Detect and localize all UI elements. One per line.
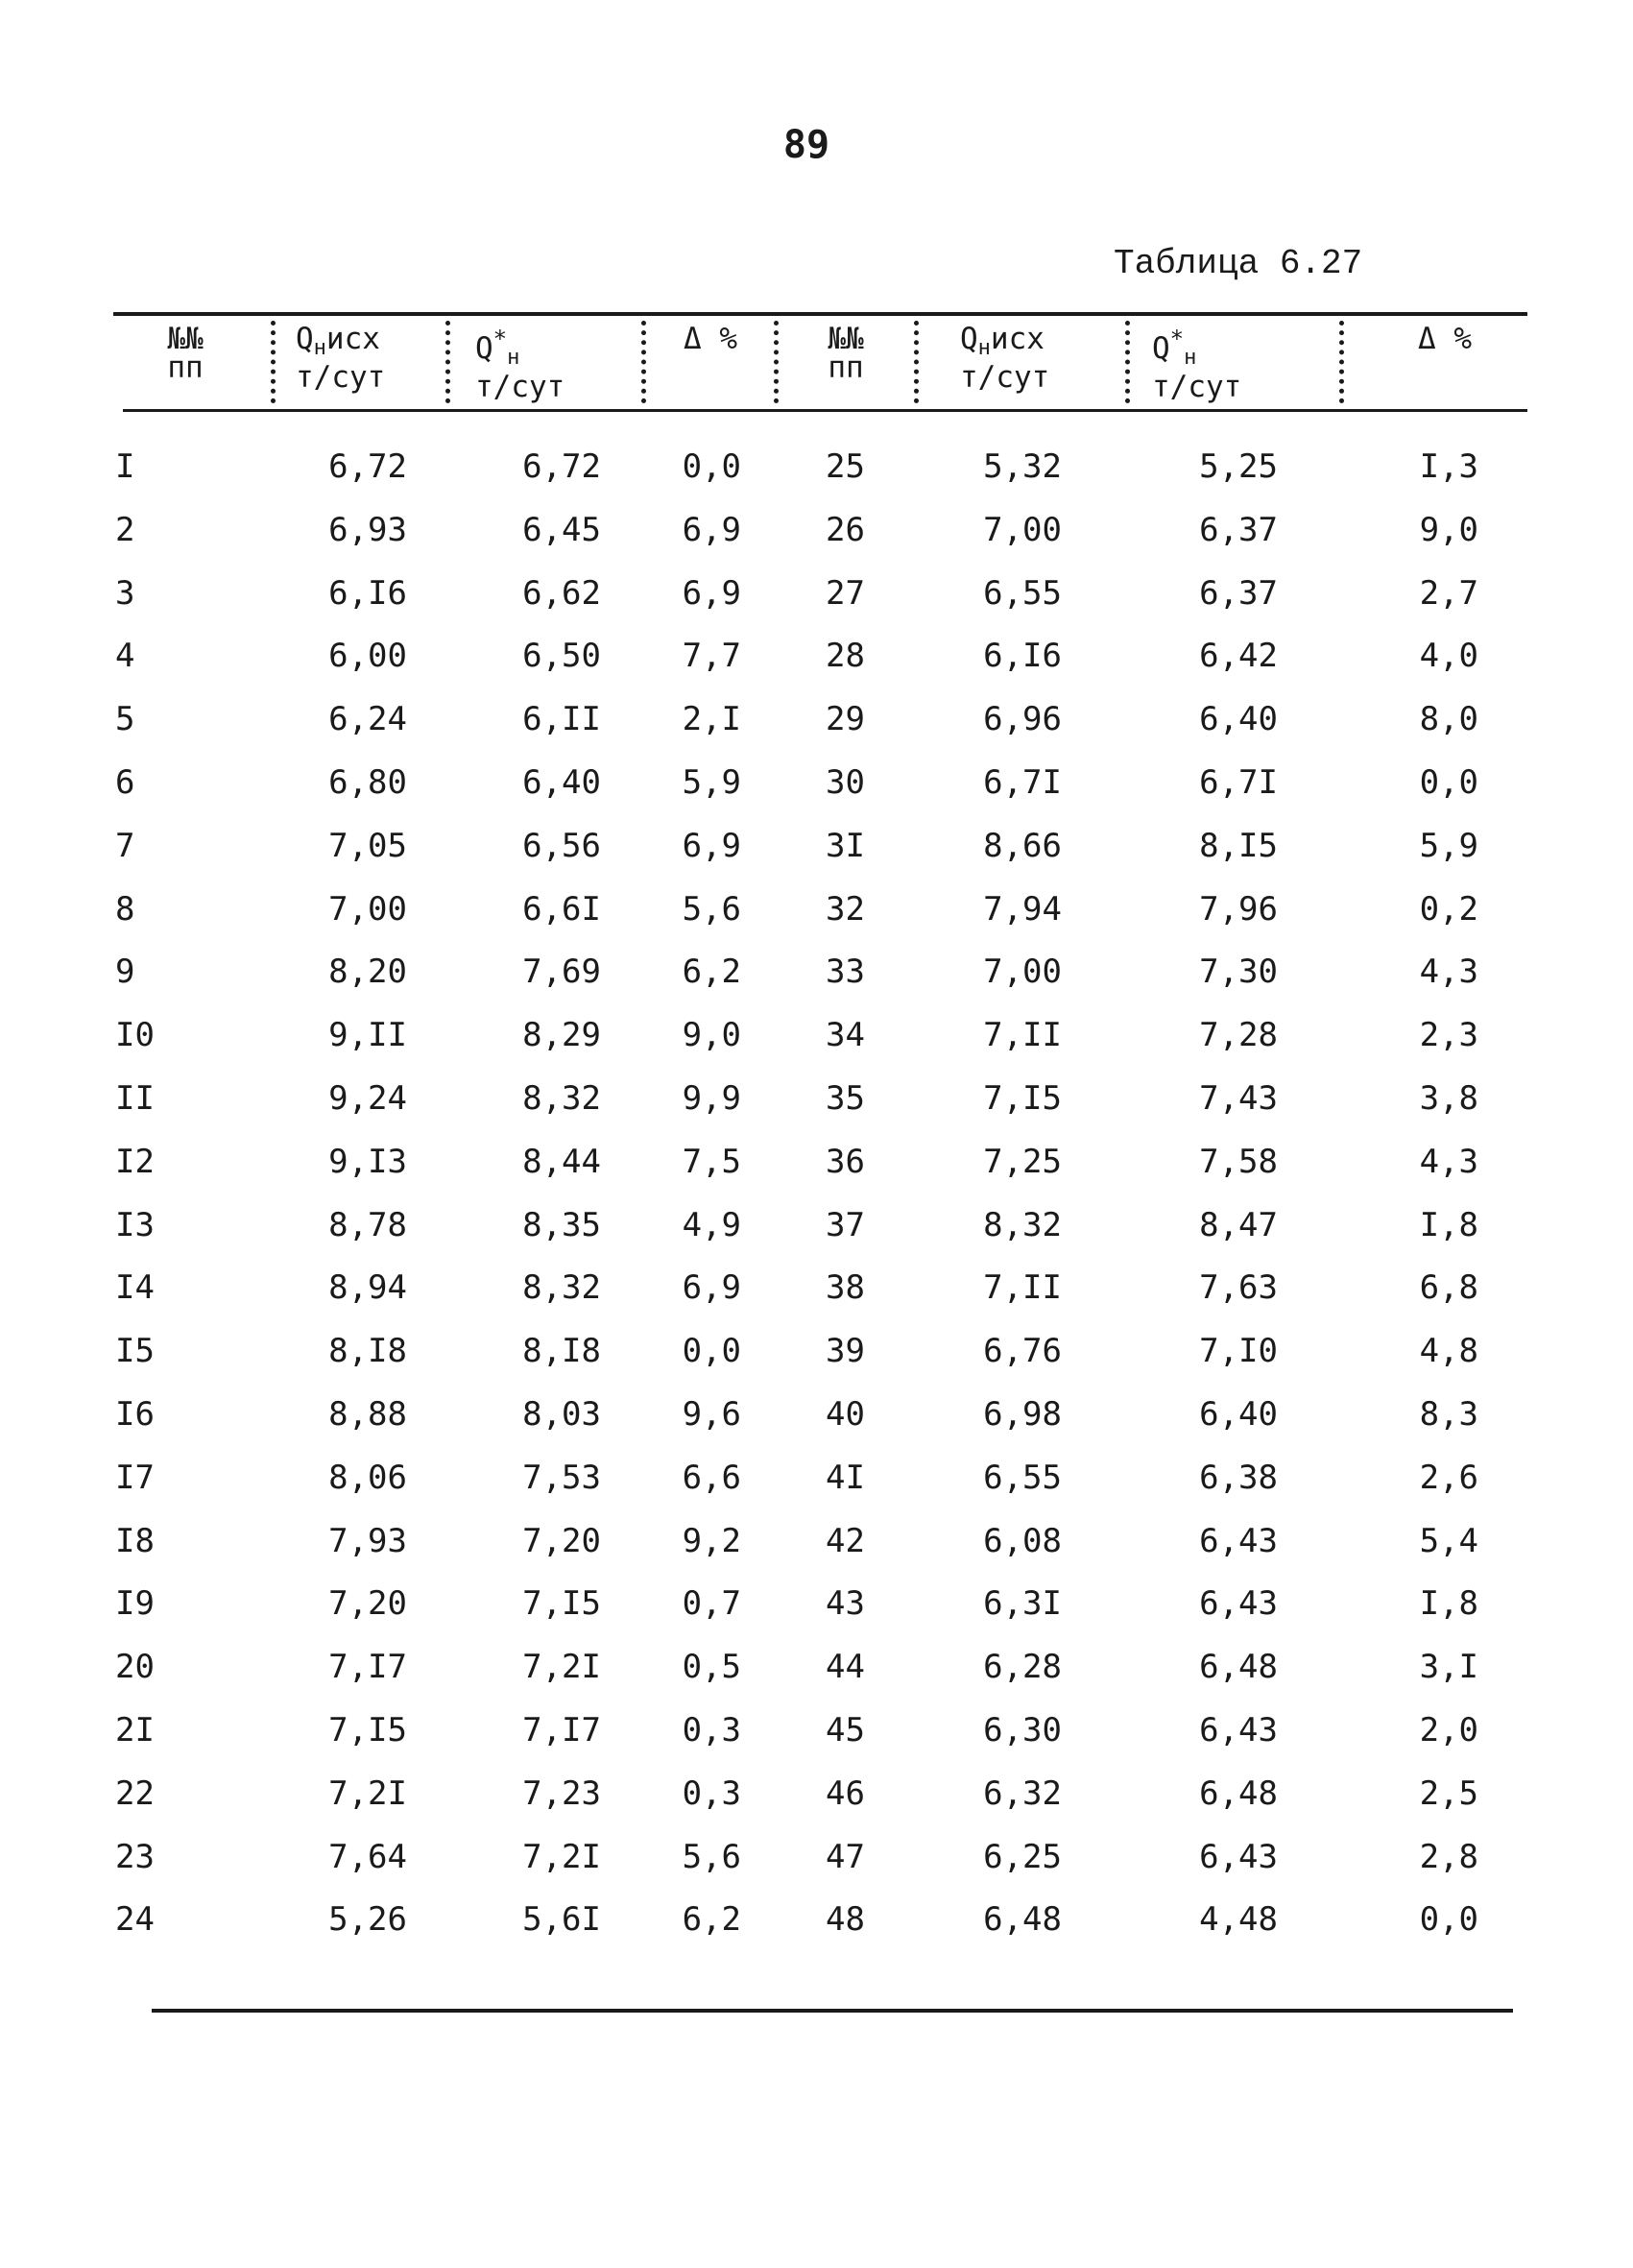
q-source-right: 6,48 [983, 1900, 1062, 1940]
row-number-left: 8 [115, 889, 135, 929]
row-number-right: 38 [826, 1268, 865, 1308]
row-number-left: I4 [115, 1268, 155, 1308]
q-star-left: 7,I5 [522, 1584, 601, 1624]
q-source-right: 7,25 [983, 1142, 1062, 1181]
q-source-right: 6,30 [983, 1711, 1062, 1749]
q-star-right: 6,38 [1199, 1458, 1278, 1497]
delta-right: 4,8 [1419, 1332, 1478, 1371]
delta-right: 3,I [1419, 1648, 1478, 1687]
q-source-right: 6,76 [983, 1332, 1062, 1371]
header-number-label-bottom: пп [828, 350, 864, 385]
delta-left: 6,2 [682, 953, 741, 992]
q-star-left: 6,50 [522, 637, 601, 676]
q-star-left: 8,32 [522, 1079, 601, 1118]
q-source-left: 9,I3 [328, 1142, 407, 1181]
q-star-left: 8,44 [522, 1142, 601, 1181]
table-row [0, 1584, 1633, 1627]
q-source-right: 6,3I [983, 1584, 1062, 1624]
q-source-left: 9,II [328, 1016, 407, 1055]
q-star-right: 6,48 [1199, 1773, 1278, 1813]
table-top-rule [113, 312, 1527, 316]
header-q-star-col-1 [475, 325, 600, 404]
q-star-left: 7,53 [522, 1458, 601, 1497]
header-q-suffix: исх [325, 322, 380, 356]
delta-right: 2,6 [1419, 1458, 1478, 1497]
row-number-left: I2 [115, 1142, 155, 1181]
q-star-right: 6,43 [1199, 1584, 1278, 1624]
q-star-right: 6,37 [1199, 573, 1278, 613]
q-source-right: 6,25 [983, 1837, 1062, 1876]
q-star-left: 7,2I [522, 1837, 601, 1876]
header-q-suffix: исх [990, 322, 1045, 356]
delta-left: 9,6 [682, 1395, 741, 1434]
q-star-right: 8,I5 [1199, 826, 1278, 865]
row-number-left: 7 [115, 826, 135, 865]
table-row [0, 1648, 1633, 1690]
q-star-right: 7,43 [1199, 1079, 1278, 1118]
header-q-unit: т/сут [296, 360, 386, 395]
header-number-label-bottom: пп [167, 350, 204, 385]
q-source-left: 7,64 [328, 1837, 407, 1876]
row-number-right: 25 [826, 447, 865, 486]
row-number-left: I [115, 447, 135, 486]
q-star-left: 6,45 [522, 510, 601, 549]
delta-left: 7,5 [682, 1142, 741, 1181]
table-row [0, 511, 1633, 553]
q-source-right: 7,I5 [983, 1079, 1062, 1118]
delta-right: 5,9 [1419, 826, 1478, 865]
delta-left: 2,I [682, 700, 741, 739]
header-qs-subscript: н [1184, 346, 1197, 370]
header-q-symbol: Q [960, 322, 978, 356]
header-separator [271, 321, 276, 403]
q-source-right: 7,II [983, 1016, 1062, 1055]
q-source-left: 8,88 [328, 1395, 407, 1434]
q-star-left: 7,69 [522, 953, 601, 992]
header-q-subscript: н [977, 336, 991, 360]
q-star-left: 8,I8 [522, 1332, 601, 1371]
q-source-right: 6,I6 [983, 637, 1062, 676]
delta-right: 3,8 [1419, 1079, 1478, 1118]
row-number-right: 4I [826, 1458, 865, 1497]
q-source-right: 6,96 [983, 700, 1062, 739]
q-source-left: 7,I7 [328, 1648, 407, 1687]
delta-left: 5,9 [682, 763, 741, 802]
header-delta-label: Δ % [684, 322, 737, 356]
q-source-left: 6,I6 [328, 573, 407, 613]
header-delta-col-2 [1397, 322, 1493, 356]
q-star-left: 6,62 [522, 573, 601, 613]
q-source-left: 6,00 [328, 637, 407, 676]
header-qs-symbol: Q [1152, 331, 1170, 366]
header-qs-unit: т/сут [1152, 370, 1242, 404]
row-number-left: 3 [115, 573, 135, 613]
q-star-left: 5,6I [522, 1900, 601, 1940]
delta-left: 0,7 [682, 1584, 741, 1624]
table-row [0, 1016, 1633, 1058]
row-number-right: 3I [826, 826, 865, 865]
row-number-right: 40 [826, 1395, 865, 1434]
row-number-left: I6 [115, 1395, 155, 1434]
q-star-right: 6,42 [1199, 637, 1278, 676]
table-row [0, 1774, 1633, 1817]
header-qs-unit: т/сут [475, 370, 565, 404]
table-header-rule [123, 409, 1527, 412]
q-source-right: 6,7I [983, 763, 1062, 802]
delta-left: 0,3 [682, 1773, 741, 1813]
row-number-right: 42 [826, 1521, 865, 1560]
header-q-symbol: Q [296, 322, 314, 356]
table-row [0, 1079, 1633, 1122]
q-source-right: 7,00 [983, 953, 1062, 992]
q-source-right: 8,66 [983, 826, 1062, 865]
q-source-left: 6,24 [328, 700, 407, 739]
delta-left: 0,3 [682, 1711, 741, 1749]
q-star-right: 6,37 [1199, 510, 1278, 549]
header-qs-star: * [1169, 326, 1185, 352]
row-number-left: I8 [115, 1521, 155, 1560]
q-star-left: 7,20 [522, 1521, 601, 1560]
delta-right: 5,4 [1419, 1521, 1478, 1560]
table-row [0, 574, 1633, 616]
q-star-right: 8,47 [1199, 1205, 1278, 1244]
delta-left: 9,0 [682, 1016, 741, 1055]
row-number-right: 35 [826, 1079, 865, 1118]
page-number: 89 [782, 123, 830, 167]
row-number-left: I9 [115, 1584, 155, 1624]
q-star-left: 6,40 [522, 763, 601, 802]
table-row [0, 890, 1633, 932]
row-number-left: 2I [115, 1711, 155, 1749]
q-star-right: 6,43 [1199, 1711, 1278, 1749]
row-number-right: 45 [826, 1711, 865, 1749]
q-source-right: 6,08 [983, 1521, 1062, 1560]
row-number-right: 28 [826, 637, 865, 676]
table-row [0, 1522, 1633, 1564]
row-number-right: 39 [826, 1332, 865, 1371]
q-source-left: 8,06 [328, 1458, 407, 1497]
header-q-source-col-1 [296, 322, 420, 395]
delta-right: 4,3 [1419, 953, 1478, 992]
row-number-right: 43 [826, 1584, 865, 1624]
header-number-label-top: №№ [828, 322, 864, 356]
q-source-left: 8,94 [328, 1268, 407, 1308]
header-qs-star: * [492, 326, 508, 352]
header-number-label-top: №№ [167, 322, 204, 356]
delta-left: 6,9 [682, 510, 741, 549]
q-source-right: 6,98 [983, 1395, 1062, 1434]
delta-left: 5,6 [682, 889, 741, 929]
delta-right: 2,3 [1419, 1016, 1478, 1055]
q-source-left: 6,72 [328, 447, 407, 486]
table-row [0, 1459, 1633, 1501]
table-row [0, 1268, 1633, 1311]
row-number-left: II [115, 1079, 155, 1118]
row-number-left: I0 [115, 1016, 155, 1055]
q-star-right: 4,48 [1199, 1900, 1278, 1940]
delta-left: 5,6 [682, 1837, 741, 1876]
q-star-right: 6,43 [1199, 1837, 1278, 1876]
table-caption: Таблица 6.27 [1114, 244, 1363, 283]
row-number-left: 24 [115, 1900, 155, 1940]
q-star-left: 8,29 [522, 1016, 601, 1055]
q-source-left: 7,2I [328, 1773, 407, 1813]
delta-left: 7,7 [682, 637, 741, 676]
row-number-right: 46 [826, 1773, 865, 1813]
q-source-left: 9,24 [328, 1079, 407, 1118]
q-star-left: 7,I7 [522, 1711, 601, 1749]
q-source-left: 8,20 [328, 953, 407, 992]
delta-right: 4,0 [1419, 637, 1478, 676]
delta-right: 0,0 [1419, 1900, 1478, 1940]
q-star-right: 7,96 [1199, 889, 1278, 929]
row-number-right: 29 [826, 700, 865, 739]
row-number-left: 6 [115, 763, 135, 802]
row-number-left: I3 [115, 1205, 155, 1244]
table-row [0, 763, 1633, 806]
delta-right: 8,0 [1419, 700, 1478, 739]
table-row [0, 953, 1633, 995]
header-q-star-col-2 [1152, 325, 1277, 404]
q-source-right: 6,28 [983, 1648, 1062, 1687]
q-star-right: 6,7I [1199, 763, 1278, 802]
q-star-right: 7,63 [1199, 1268, 1278, 1308]
row-number-right: 36 [826, 1142, 865, 1181]
table-row [0, 447, 1633, 490]
q-source-right: 7,00 [983, 510, 1062, 549]
header-separator [1125, 321, 1131, 403]
row-number-right: 48 [826, 1900, 865, 1940]
delta-right: 4,3 [1419, 1142, 1478, 1181]
delta-right: I,3 [1419, 447, 1478, 486]
delta-left: 6,9 [682, 1268, 741, 1308]
row-number-right: 26 [826, 510, 865, 549]
q-source-right: 8,32 [983, 1205, 1062, 1244]
header-separator [914, 321, 920, 403]
q-star-right: 6,40 [1199, 1395, 1278, 1434]
q-source-left: 7,93 [328, 1521, 407, 1560]
header-qs-subscript: н [507, 346, 520, 370]
delta-left: 0,0 [682, 1332, 741, 1371]
table-row [0, 637, 1633, 679]
delta-right: 0,0 [1419, 763, 1478, 802]
q-source-right: 6,55 [983, 573, 1062, 613]
row-number-right: 34 [826, 1016, 865, 1055]
header-q-source-col-2 [960, 322, 1085, 395]
header-separator [641, 321, 647, 403]
row-number-left: I5 [115, 1332, 155, 1371]
q-star-right: 6,48 [1199, 1648, 1278, 1687]
delta-right: 2,5 [1419, 1773, 1478, 1813]
q-star-left: 8,35 [522, 1205, 601, 1244]
row-number-left: 22 [115, 1773, 155, 1813]
delta-left: 6,6 [682, 1458, 741, 1497]
delta-left: 6,9 [682, 826, 741, 865]
q-source-left: 7,20 [328, 1584, 407, 1624]
row-number-right: 44 [826, 1648, 865, 1687]
q-star-left: 6,72 [522, 447, 601, 486]
row-number-left: I7 [115, 1458, 155, 1497]
table-row [0, 1206, 1633, 1248]
q-star-left: 6,6I [522, 889, 601, 929]
q-star-right: 6,43 [1199, 1521, 1278, 1560]
q-star-left: 6,II [522, 700, 601, 739]
delta-right: I,8 [1419, 1584, 1478, 1624]
q-star-right: 6,40 [1199, 700, 1278, 739]
delta-right: 2,0 [1419, 1711, 1478, 1749]
q-source-left: 8,I8 [328, 1332, 407, 1371]
row-number-left: 5 [115, 700, 135, 739]
header-q-subscript: н [313, 336, 326, 360]
delta-right: 0,2 [1419, 889, 1478, 929]
q-source-left: 6,80 [328, 763, 407, 802]
table-row [0, 1838, 1633, 1880]
header-delta-col-1 [662, 322, 758, 356]
row-number-left: 20 [115, 1648, 155, 1687]
delta-left: 6,2 [682, 1900, 741, 1940]
table-row [0, 700, 1633, 742]
q-source-right: 7,II [983, 1268, 1062, 1308]
q-star-left: 7,23 [522, 1773, 601, 1813]
row-number-left: 4 [115, 637, 135, 676]
delta-left: 0,0 [682, 447, 741, 486]
row-number-right: 47 [826, 1837, 865, 1876]
row-number-right: 27 [826, 573, 865, 613]
table-row [0, 1395, 1633, 1437]
table-row [0, 1711, 1633, 1753]
q-source-right: 6,55 [983, 1458, 1062, 1497]
delta-left: 6,9 [682, 573, 741, 613]
delta-left: 0,5 [682, 1648, 741, 1687]
q-star-right: 7,28 [1199, 1016, 1278, 1055]
header-qs-symbol: Q [475, 331, 493, 366]
row-number-right: 33 [826, 953, 865, 992]
delta-right: 2,8 [1419, 1837, 1478, 1876]
row-number-right: 37 [826, 1205, 865, 1244]
header-number-col-1 [142, 322, 228, 385]
header-separator [445, 321, 451, 403]
delta-left: 9,9 [682, 1079, 741, 1118]
q-star-left: 6,56 [522, 826, 601, 865]
q-source-right: 7,94 [983, 889, 1062, 929]
q-star-left: 8,32 [522, 1268, 601, 1308]
q-star-right: 7,58 [1199, 1142, 1278, 1181]
q-source-left: 7,00 [328, 889, 407, 929]
q-star-right: 7,I0 [1199, 1332, 1278, 1371]
delta-left: 9,2 [682, 1521, 741, 1560]
header-q-unit: т/сут [960, 360, 1050, 395]
delta-left: 4,9 [682, 1205, 741, 1244]
header-number-col-2 [803, 322, 889, 385]
q-star-right: 5,25 [1199, 447, 1278, 486]
delta-right: 2,7 [1419, 573, 1478, 613]
row-number-left: 23 [115, 1837, 155, 1876]
q-source-left: 7,I5 [328, 1711, 407, 1749]
q-source-left: 6,93 [328, 510, 407, 549]
delta-right: I,8 [1419, 1205, 1478, 1244]
row-number-left: 2 [115, 510, 135, 549]
row-number-right: 30 [826, 763, 865, 802]
delta-right: 8,3 [1419, 1395, 1478, 1434]
table-row [0, 1332, 1633, 1374]
delta-right: 9,0 [1419, 510, 1478, 549]
delta-right: 6,8 [1419, 1268, 1478, 1308]
q-star-left: 8,03 [522, 1395, 601, 1434]
q-source-left: 7,05 [328, 826, 407, 865]
table-row [0, 1143, 1633, 1185]
row-number-left: 9 [115, 953, 135, 992]
q-star-right: 7,30 [1199, 953, 1278, 992]
q-star-left: 7,2I [522, 1648, 601, 1687]
q-source-right: 5,32 [983, 447, 1062, 486]
header-delta-label: Δ % [1418, 322, 1472, 356]
row-number-right: 32 [826, 889, 865, 929]
header-separator [774, 321, 780, 403]
q-source-left: 8,78 [328, 1205, 407, 1244]
q-source-left: 5,26 [328, 1900, 407, 1940]
table-row [0, 827, 1633, 869]
table-row [0, 1900, 1633, 1942]
q-source-right: 6,32 [983, 1773, 1062, 1813]
header-separator [1339, 321, 1345, 403]
table-bottom-rule [152, 2009, 1513, 2013]
